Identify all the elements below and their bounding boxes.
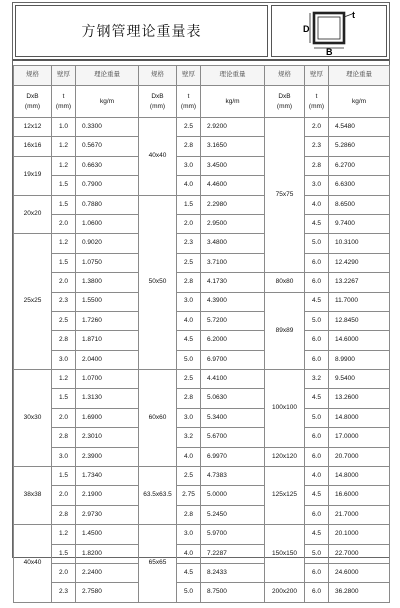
- header-spec: 规格: [139, 66, 177, 86]
- weight-cell: 1.3800: [76, 273, 139, 292]
- table-row: [139, 525, 265, 544]
- table-column-block: [13, 65, 139, 603]
- weight-cell: 0.6630: [76, 156, 139, 175]
- header-thickness-unit: t (mm): [177, 86, 201, 118]
- weight-cell: 10.3100: [329, 234, 390, 253]
- thickness-cell: 4.0: [305, 467, 329, 486]
- weight-cell: 13.2600: [329, 389, 390, 408]
- thickness-cell: 4.5: [305, 292, 329, 311]
- thickness-cell: 1.5: [52, 544, 76, 563]
- weight-cell: 1.8200: [76, 544, 139, 563]
- header-spec-unit: DxB (mm): [14, 86, 52, 118]
- spec-cell: 150x150: [265, 525, 305, 583]
- weight-cell: 2.9200: [201, 118, 265, 137]
- table-row: [139, 370, 265, 389]
- table-row: [14, 118, 139, 137]
- spec-cell: 12x12: [14, 118, 52, 137]
- thickness-cell: 1.5: [177, 195, 201, 214]
- weight-cell: 1.0750: [76, 253, 139, 272]
- weight-cell: 4.3900: [201, 292, 265, 311]
- thickness-cell: 3.0: [52, 350, 76, 369]
- weight-cell: 2.9730: [76, 505, 139, 524]
- spec-cell: 20x20: [14, 195, 52, 234]
- thickness-cell: 2.0: [52, 214, 76, 233]
- thickness-cell: 2.5: [177, 118, 201, 137]
- thickness-cell: 2.5: [177, 370, 201, 389]
- thickness-cell: 5.0: [305, 408, 329, 427]
- spec-cell: 40x40: [14, 525, 52, 603]
- thickness-cell: 1.5: [52, 195, 76, 214]
- weight-cell: 6.2700: [329, 156, 390, 175]
- table-row: [14, 156, 139, 175]
- table-row: [14, 525, 139, 544]
- thickness-cell: 5.0: [305, 234, 329, 253]
- table-row: [14, 234, 139, 253]
- thickness-cell: 4.0: [177, 447, 201, 466]
- weight-cell: 1.0600: [76, 214, 139, 233]
- weight-cell: 2.2400: [76, 563, 139, 582]
- weight-cell: 0.7880: [76, 195, 139, 214]
- spec-cell: 75x75: [265, 118, 305, 273]
- thickness-cell: 2.0: [52, 486, 76, 505]
- weight-cell: 1.7340: [76, 467, 139, 486]
- page-title: 方钢管理论重量表: [81, 24, 202, 40]
- thickness-cell: 4.0: [177, 176, 201, 195]
- weight-cell: 4.5480: [329, 118, 390, 137]
- weight-cell: 0.3300: [76, 118, 139, 137]
- weight-cell: 24.6000: [329, 563, 390, 582]
- thickness-cell: 6.0: [305, 273, 329, 292]
- header-weight-unit: kg/m: [329, 86, 390, 118]
- diagram-label-t: t: [352, 10, 355, 20]
- thickness-cell: 6.0: [305, 563, 329, 582]
- weight-cell: 8.2433: [201, 563, 265, 582]
- thickness-cell: 2.8: [305, 156, 329, 175]
- spec-cell: 25x25: [14, 234, 52, 370]
- weight-cell: 2.0400: [76, 350, 139, 369]
- table-row: [14, 137, 139, 156]
- thickness-cell: 1.2: [52, 234, 76, 253]
- weight-cell: 17.0000: [329, 428, 390, 447]
- weight-cell: 20.1000: [329, 525, 390, 544]
- weight-cell: 6.2000: [201, 331, 265, 350]
- header: [13, 3, 389, 61]
- header-spec-unit: DxB (mm): [265, 86, 305, 118]
- weight-table-sheet: [12, 2, 390, 596]
- thickness-cell: 5.0: [177, 583, 201, 602]
- weight-cell: 5.9700: [201, 525, 265, 544]
- weight-cell: 4.7383: [201, 467, 265, 486]
- header-thickness: 壁厚: [52, 66, 76, 86]
- thickness-cell: 1.5: [52, 467, 76, 486]
- table-column-block: [138, 65, 265, 603]
- thickness-cell: 6.0: [305, 428, 329, 447]
- thickness-cell: 1.5: [52, 253, 76, 272]
- weight-cell: 22.7000: [329, 544, 390, 563]
- square-tube-icon: [272, 6, 386, 56]
- table-row: [265, 467, 390, 486]
- weight-cell: 5.0630: [201, 389, 265, 408]
- spec-cell: 19x19: [14, 156, 52, 195]
- thickness-cell: 3.2: [177, 428, 201, 447]
- thickness-cell: 2.8: [177, 505, 201, 524]
- thickness-cell: 6.0: [305, 447, 329, 466]
- header-thickness-unit: t (mm): [52, 86, 76, 118]
- weight-cell: 14.8000: [329, 408, 390, 427]
- weight-cell: 2.2980: [201, 195, 265, 214]
- header-thickness-unit: t (mm): [305, 86, 329, 118]
- spec-cell: 120x120: [265, 447, 305, 466]
- thickness-cell: 6.0: [305, 350, 329, 369]
- weight-cell: 13.2267: [329, 273, 390, 292]
- thickness-cell: 1.2: [52, 525, 76, 544]
- header-thickness: 壁厚: [305, 66, 329, 86]
- weight-cell: 8.9900: [329, 350, 390, 369]
- weight-cell: 3.1650: [201, 137, 265, 156]
- thickness-cell: 3.0: [177, 525, 201, 544]
- weight-table: [13, 65, 389, 596]
- header-spec: 规格: [14, 66, 52, 86]
- weight-cell: 7.2287: [201, 544, 265, 563]
- weight-cell: 6.9970: [201, 447, 265, 466]
- header-spec-unit: DxB (mm): [139, 86, 177, 118]
- thickness-cell: 4.0: [177, 311, 201, 330]
- weight-cell: 1.6900: [76, 408, 139, 427]
- weight-cell: 1.5500: [76, 292, 139, 311]
- weight-cell: 4.1730: [201, 273, 265, 292]
- weight-cell: 1.3130: [76, 389, 139, 408]
- weight-cell: 14.8000: [329, 467, 390, 486]
- weight-cell: 3.4500: [201, 156, 265, 175]
- thickness-cell: 2.5: [177, 253, 201, 272]
- weight-cell: 5.6700: [201, 428, 265, 447]
- thickness-cell: 3.0: [177, 292, 201, 311]
- weight-cell: 1.0700: [76, 370, 139, 389]
- thickness-cell: 1.5: [52, 176, 76, 195]
- spec-cell: 200x200: [265, 583, 305, 602]
- table-row: [139, 467, 265, 486]
- thickness-cell: 5.0: [305, 311, 329, 330]
- thickness-cell: 1.0: [52, 118, 76, 137]
- weight-cell: 2.3900: [76, 447, 139, 466]
- table-row: [14, 370, 139, 389]
- diagram-label-d: D: [303, 24, 310, 34]
- weight-cell: 0.9020: [76, 234, 139, 253]
- weight-cell: 4.4600: [201, 176, 265, 195]
- thickness-cell: 6.0: [305, 505, 329, 524]
- thickness-cell: 2.8: [52, 505, 76, 524]
- thickness-cell: 2.0: [52, 408, 76, 427]
- thickness-cell: 2.5: [177, 467, 201, 486]
- spec-cell: 100x100: [265, 370, 305, 448]
- table-row: [265, 583, 390, 602]
- table-row: [139, 118, 265, 137]
- table-row: [139, 195, 265, 214]
- spec-cell: 125x125: [265, 467, 305, 525]
- header-thickness: 壁厚: [177, 66, 201, 86]
- thickness-cell: 3.0: [52, 447, 76, 466]
- thickness-cell: 4.0: [305, 195, 329, 214]
- thickness-cell: 3.0: [305, 176, 329, 195]
- weight-cell: 5.2860: [329, 137, 390, 156]
- weight-cell: 21.7000: [329, 505, 390, 524]
- weight-cell: 6.9700: [201, 350, 265, 369]
- weight-cell: 4.4100: [201, 370, 265, 389]
- thickness-cell: 2.8: [177, 137, 201, 156]
- weight-cell: 12.4290: [329, 253, 390, 272]
- thickness-cell: 2.0: [52, 563, 76, 582]
- weight-cell: 5.3400: [201, 408, 265, 427]
- thickness-cell: 4.0: [177, 544, 201, 563]
- thickness-cell: 2.3: [52, 583, 76, 602]
- title-box: [15, 5, 268, 57]
- weight-cell: 12.8450: [329, 311, 390, 330]
- thickness-cell: 3.0: [177, 156, 201, 175]
- table-row: [265, 370, 390, 389]
- thickness-cell: 6.0: [305, 331, 329, 350]
- weight-cell: 9.5400: [329, 370, 390, 389]
- thickness-cell: 2.0: [177, 214, 201, 233]
- weight-cell: 2.7580: [76, 583, 139, 602]
- weight-cell: 1.7260: [76, 311, 139, 330]
- weight-cell: 6.6300: [329, 176, 390, 195]
- thickness-cell: 1.5: [52, 389, 76, 408]
- spec-cell: 63.5x63.5: [139, 467, 177, 525]
- weight-cell: 2.3010: [76, 428, 139, 447]
- table-row: [265, 118, 390, 137]
- thickness-cell: 2.0: [305, 118, 329, 137]
- table-row: [14, 195, 139, 214]
- weight-cell: 5.0000: [201, 486, 265, 505]
- table-row: [265, 447, 390, 466]
- thickness-cell: 4.5: [177, 331, 201, 350]
- thickness-cell: 4.5: [305, 525, 329, 544]
- weight-cell: 1.4500: [76, 525, 139, 544]
- weight-cell: 3.4800: [201, 234, 265, 253]
- thickness-cell: 2.8: [52, 428, 76, 447]
- weight-cell: 9.7400: [329, 214, 390, 233]
- thickness-cell: 2.3: [305, 137, 329, 156]
- weight-cell: 5.2450: [201, 505, 265, 524]
- spec-cell: 50x50: [139, 195, 177, 370]
- weight-cell: 1.8710: [76, 331, 139, 350]
- thickness-cell: 4.5: [177, 563, 201, 582]
- header-weight-unit: kg/m: [76, 86, 139, 118]
- diagram-label-b: B: [326, 47, 333, 56]
- thickness-cell: 2.8: [177, 389, 201, 408]
- thickness-cell: 1.2: [52, 370, 76, 389]
- thickness-cell: 6.0: [305, 583, 329, 602]
- header-weight: 理论重量: [76, 66, 139, 86]
- spec-cell: 40x40: [139, 118, 177, 196]
- weight-cell: 3.7100: [201, 253, 265, 272]
- weight-cell: 2.1900: [76, 486, 139, 505]
- weight-cell: 20.7000: [329, 447, 390, 466]
- weight-cell: 5.7200: [201, 311, 265, 330]
- thickness-cell: 4.5: [305, 389, 329, 408]
- weight-cell: 0.5670: [76, 137, 139, 156]
- thickness-cell: 6.0: [305, 253, 329, 272]
- thickness-cell: 5.0: [305, 544, 329, 563]
- thickness-cell: 2.8: [52, 331, 76, 350]
- thickness-cell: 2.8: [177, 273, 201, 292]
- thickness-cell: 1.2: [52, 156, 76, 175]
- weight-cell: 2.9500: [201, 214, 265, 233]
- header-weight: 理论重量: [201, 66, 265, 86]
- thickness-cell: 1.2: [52, 137, 76, 156]
- header-weight: 理论重量: [329, 66, 390, 86]
- header-weight-unit: kg/m: [201, 86, 265, 118]
- weight-cell: 11.7000: [329, 292, 390, 311]
- weight-cell: 8.7500: [201, 583, 265, 602]
- header-spec: 规格: [265, 66, 305, 86]
- thickness-cell: 2.3: [177, 234, 201, 253]
- thickness-cell: 2.75: [177, 486, 201, 505]
- table-row: [265, 292, 390, 311]
- square-tube-diagram: [271, 5, 387, 57]
- weight-cell: 14.6000: [329, 331, 390, 350]
- thickness-cell: 5.0: [177, 350, 201, 369]
- spec-cell: 80x80: [265, 273, 305, 292]
- thickness-cell: 3.0: [177, 408, 201, 427]
- spec-cell: 60x60: [139, 370, 177, 467]
- spec-cell: 89x89: [265, 292, 305, 370]
- thickness-cell: 2.0: [52, 273, 76, 292]
- spec-cell: 65x65: [139, 525, 177, 603]
- table-row: [265, 525, 390, 544]
- spec-cell: 16x16: [14, 137, 52, 156]
- table-row: [14, 467, 139, 486]
- weight-cell: 8.6500: [329, 195, 390, 214]
- thickness-cell: 3.2: [305, 370, 329, 389]
- table-row: [265, 273, 390, 292]
- spec-cell: 38x38: [14, 467, 52, 525]
- thickness-cell: 2.3: [52, 292, 76, 311]
- weight-cell: 36.2800: [329, 583, 390, 602]
- table-column-block: [264, 65, 390, 603]
- thickness-cell: 2.5: [52, 311, 76, 330]
- weight-cell: 16.6000: [329, 486, 390, 505]
- thickness-cell: 4.5: [305, 214, 329, 233]
- thickness-cell: 4.5: [305, 486, 329, 505]
- weight-cell: 0.7900: [76, 176, 139, 195]
- spec-cell: 30x30: [14, 370, 52, 467]
